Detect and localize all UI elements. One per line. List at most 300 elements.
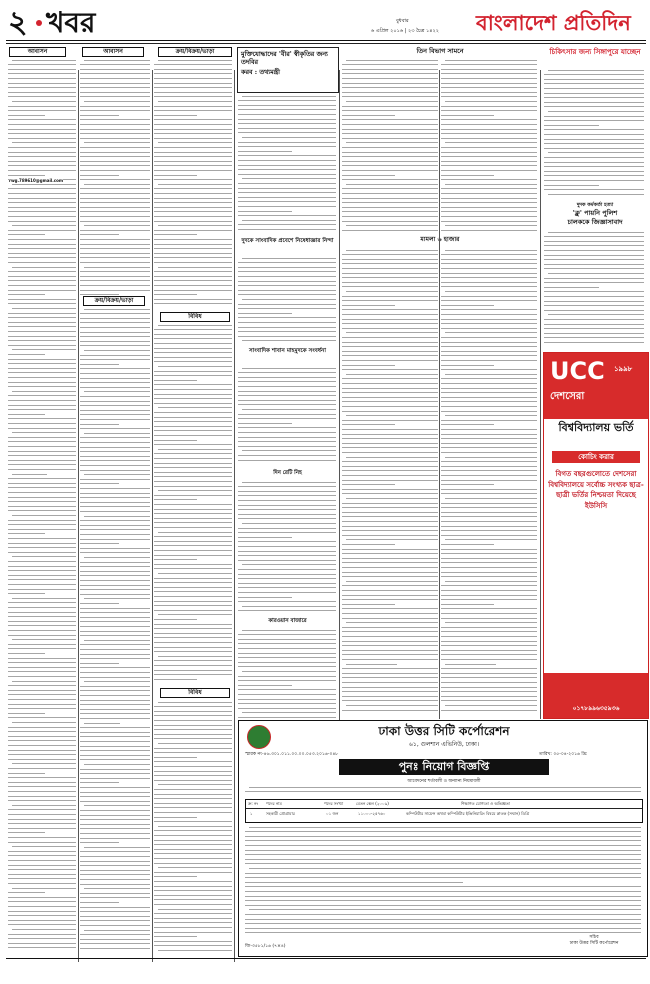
text-line: [441, 152, 537, 153]
text-line: [8, 717, 76, 718]
text-line: [80, 529, 150, 530]
text-line: [8, 754, 76, 755]
table-header-cell: শিক্ষাগত যোগ্যতা ও অভিজ্ঞতা: [461, 801, 510, 806]
text-line: [445, 250, 537, 251]
text-line: [342, 83, 438, 84]
text-line: [8, 69, 76, 70]
text-line: [346, 374, 438, 375]
text-line: [154, 389, 232, 390]
text-line: [342, 165, 438, 166]
text-line: [80, 870, 150, 871]
text-line: [80, 621, 150, 622]
text-line: [544, 157, 644, 158]
text-line: [8, 842, 76, 843]
text-line: [154, 564, 232, 565]
text-line: [238, 639, 336, 640]
text-line: [238, 271, 336, 272]
text-line: [8, 487, 76, 488]
text-line: [80, 257, 150, 258]
header-rule: [6, 40, 646, 41]
text-line: [8, 865, 76, 866]
classified-col1-header: আবাসন: [9, 47, 66, 57]
text-line: [441, 530, 537, 531]
text-line: [8, 372, 76, 373]
text-line: [80, 378, 150, 379]
text-line: [8, 216, 76, 217]
text-line: [544, 296, 644, 297]
text-line: [84, 101, 150, 102]
text-line: [342, 401, 438, 402]
text-line: [80, 202, 150, 203]
text-line: [342, 447, 438, 448]
text-line: [441, 682, 537, 683]
text-line: [12, 846, 76, 847]
text-line: [80, 589, 150, 590]
text-line: [441, 296, 537, 297]
text-line: [342, 360, 438, 361]
text-line: [242, 523, 336, 524]
text-line: [544, 88, 644, 89]
text-line: [441, 618, 537, 619]
text-line: [8, 855, 76, 856]
text-line: [238, 509, 336, 510]
text-line: [154, 244, 232, 245]
text-line: [8, 869, 76, 870]
text-line: [245, 900, 641, 901]
text-line: [154, 945, 232, 946]
text-line: [80, 364, 119, 365]
text-line: [80, 129, 150, 130]
text-line: [8, 520, 76, 521]
contact-email: rwg.789610@gmail.com: [9, 178, 64, 183]
text-line: [544, 328, 644, 329]
text-line: [245, 831, 641, 832]
classified-col2b-header: ক্রয়/বিক্রয়/ভাড়া: [83, 296, 145, 306]
text-line: [8, 621, 76, 622]
text-line: [80, 902, 119, 903]
text-line: [154, 541, 232, 542]
text-line: [441, 475, 537, 476]
text-line: [245, 882, 463, 883]
text-line: [80, 773, 150, 774]
text-line: [8, 832, 45, 833]
text-line: [238, 211, 292, 212]
text-line: [154, 858, 232, 859]
story-2-body-right: [441, 58, 537, 233]
text-line: [80, 442, 150, 443]
text-line: [8, 543, 76, 544]
text-line: [80, 865, 150, 866]
text-line: [441, 342, 537, 343]
text-line: [12, 308, 76, 309]
text-line: [158, 826, 232, 827]
notice-subtitle: আবেদনের শর্তাবলী ও অন্যান্য নিয়মাবলী: [407, 779, 481, 784]
classified-col3b-header: বিবিধ: [160, 312, 230, 322]
text-line: [238, 372, 336, 373]
text-line: [242, 450, 336, 451]
text-line: [342, 475, 438, 476]
text-line: [441, 87, 537, 88]
text-line: [12, 225, 76, 226]
text-line: [342, 207, 438, 208]
text-line: [80, 511, 150, 512]
text-line: [154, 230, 232, 231]
text-line: [342, 263, 438, 264]
text-line: [342, 654, 438, 655]
text-line: [441, 305, 494, 306]
text-line: [238, 569, 336, 570]
text-line: [238, 676, 336, 677]
text-line: [8, 336, 76, 337]
text-line: [441, 207, 537, 208]
story-3-body-right: [441, 248, 537, 716]
text-line: [342, 319, 438, 320]
text-line: [80, 175, 119, 176]
story-4-body: [238, 256, 336, 346]
text-line: [8, 625, 76, 626]
text-line: [238, 281, 336, 282]
text-line: [154, 357, 232, 358]
story-11-title: চালককে জিজ্ঞাসাবাদ: [567, 218, 623, 226]
text-line: [154, 64, 232, 65]
text-line: [8, 538, 76, 539]
text-line: [441, 319, 537, 320]
text-line: [80, 207, 150, 208]
text-line: [245, 840, 641, 841]
classified-col2-header: আবাসন: [82, 47, 144, 57]
text-line: [8, 602, 76, 603]
text-line: [80, 548, 150, 549]
text-line: [342, 406, 438, 407]
text-line: [80, 110, 150, 111]
text-line: [342, 461, 438, 462]
text-line: [80, 713, 150, 714]
text-line: [544, 342, 644, 343]
text-line: [8, 533, 45, 534]
table-cell: ১: [250, 811, 253, 816]
text-line: [80, 801, 150, 802]
text-line: [8, 713, 45, 714]
text-line: [8, 704, 76, 705]
text-line: [80, 543, 119, 544]
text-line: [342, 420, 438, 421]
text-line: [342, 314, 438, 315]
text-line: [544, 324, 644, 325]
text-line: [544, 180, 644, 181]
text-line: [80, 345, 150, 346]
text-line: [154, 476, 232, 477]
text-line: [8, 947, 76, 948]
text-line: [80, 750, 150, 751]
text-line: [8, 253, 76, 254]
text-line: [441, 397, 537, 398]
text-line: [544, 148, 644, 149]
text-line: [238, 400, 336, 401]
text-line: [154, 555, 232, 556]
text-line: [154, 262, 232, 263]
text-line: [242, 178, 336, 179]
text-line: [80, 234, 119, 235]
text-line: [154, 761, 232, 762]
text-line: [12, 681, 76, 682]
text-line: [238, 304, 336, 305]
text-line: [8, 897, 76, 898]
text-line: [342, 608, 438, 609]
text-line: [342, 493, 438, 494]
text-line: [154, 161, 232, 162]
text-line: [245, 905, 641, 906]
text-line: [242, 606, 336, 607]
text-line: [80, 156, 150, 157]
text-line: [544, 171, 644, 172]
text-line: [544, 310, 644, 311]
text-line: [158, 490, 232, 491]
text-line: [154, 876, 197, 877]
text-line: [154, 495, 232, 496]
text-line: [238, 285, 336, 286]
text-line: [238, 322, 336, 323]
story-8-title: দুদক কর্মকর্তা হত্যা: [576, 202, 614, 208]
text-line: [441, 129, 537, 130]
text-line: [154, 610, 232, 611]
text-line: [80, 119, 150, 120]
text-line: [84, 516, 150, 517]
text-line: [441, 165, 537, 166]
text-line: [80, 718, 150, 719]
text-line: [441, 668, 537, 669]
text-line: [8, 570, 76, 571]
text-line: [238, 119, 336, 120]
text-line: [441, 328, 537, 329]
text-line: [8, 915, 76, 916]
text-line: [80, 700, 150, 701]
text-line: [154, 633, 232, 634]
text-line: [80, 520, 150, 521]
text-line: [238, 518, 336, 519]
masthead-logo: বাংলাদেশ প্রতিদিন: [476, 10, 631, 35]
text-line: [84, 640, 150, 641]
text-line: [154, 738, 232, 739]
text-line: [342, 434, 438, 435]
text-line: [80, 603, 119, 604]
text-line: [342, 480, 438, 481]
text-line: [154, 481, 232, 482]
text-line: [441, 650, 537, 651]
text-line: [441, 69, 537, 70]
text-line: [8, 234, 45, 235]
text-line: [445, 184, 537, 185]
text-line: [342, 489, 438, 490]
text-line: [238, 601, 336, 602]
text-line: [80, 934, 150, 935]
page-number: ২: [8, 5, 28, 40]
text-line: [80, 165, 150, 166]
text-line: [544, 301, 644, 302]
text-line: [80, 525, 150, 526]
text-line: [441, 388, 537, 389]
text-line: [445, 539, 537, 540]
text-line: [342, 378, 438, 379]
text-line: [441, 156, 537, 157]
text-line: [84, 267, 150, 268]
text-line: [80, 368, 150, 369]
text-line: [154, 394, 232, 395]
text-line: [80, 925, 150, 926]
text-line: [242, 96, 336, 97]
text-line: [154, 276, 232, 277]
text-line: [249, 827, 641, 828]
text-line: [544, 106, 644, 107]
text-line: [441, 585, 537, 586]
text-line: [8, 685, 76, 686]
text-line: [441, 484, 494, 485]
text-line: [342, 618, 438, 619]
text-line: [154, 840, 232, 841]
text-line: [346, 60, 438, 61]
text-line: [441, 641, 537, 642]
text-line: [441, 351, 537, 352]
text-line: [80, 695, 150, 696]
text-line: [80, 152, 150, 153]
text-line: [342, 700, 438, 701]
text-line: [84, 598, 150, 599]
text-line: [8, 828, 76, 829]
text-line: [238, 109, 336, 110]
text-line: [8, 529, 76, 530]
text-line: [342, 337, 438, 338]
text-line: [80, 654, 150, 655]
text-line: [245, 919, 641, 920]
text-line: [445, 225, 537, 226]
text-line: [154, 706, 232, 707]
text-line: [238, 455, 336, 456]
text-line: [238, 643, 336, 644]
text-line: [154, 303, 232, 304]
text-line: [441, 392, 537, 393]
text-line: [441, 452, 537, 453]
text-line: [8, 207, 76, 208]
text-line: [441, 673, 537, 674]
text-line: [80, 939, 150, 940]
text-line: [544, 241, 644, 242]
text-line: [441, 512, 537, 513]
story-6-title: দিন রেটি নিহ: [273, 470, 302, 476]
text-line: [342, 369, 438, 370]
text-line: [238, 404, 336, 405]
text-line: [441, 489, 537, 490]
text-line: [342, 535, 438, 536]
text-line: [12, 267, 76, 268]
text-line: [8, 110, 76, 111]
text-line: [441, 161, 537, 162]
text-line: [154, 522, 232, 523]
text-line: [544, 143, 644, 144]
text-line: [441, 553, 537, 554]
table-header-cell: পদের সংখ্যা: [324, 801, 344, 806]
text-line: [8, 920, 76, 921]
text-line: [154, 904, 232, 905]
text-line: [154, 458, 232, 459]
text-line: [441, 466, 537, 467]
text-line: [441, 188, 537, 189]
text-line: [84, 805, 150, 806]
text-line: [342, 567, 438, 568]
text-line: [445, 142, 537, 143]
text-line: [8, 878, 76, 879]
text-line: [154, 518, 232, 519]
text-line: [238, 336, 336, 337]
text-line: [8, 133, 76, 134]
text-line: [548, 232, 644, 233]
text-line: [342, 507, 438, 508]
text-line: [154, 398, 232, 399]
text-line: [158, 573, 232, 574]
text-line: [342, 503, 438, 504]
text-line: [80, 755, 150, 756]
text-line: [8, 202, 76, 203]
text-line: [245, 891, 641, 892]
story-9-title: 'ক্লু' পায়নি পুলিশ: [572, 209, 618, 217]
text-line: [154, 936, 197, 937]
text-line: [80, 262, 150, 263]
text-line: [342, 202, 438, 203]
text-line: [441, 406, 537, 407]
text-line: [238, 386, 336, 387]
text-line: [342, 585, 438, 586]
text-line: [342, 438, 438, 439]
classified-col2-text-bottom: [80, 307, 150, 952]
text-line: [154, 329, 232, 330]
text-line: [80, 401, 150, 402]
text-line: [441, 355, 537, 356]
text-line: [154, 193, 232, 194]
text-line: [154, 715, 232, 716]
text-line: [8, 221, 76, 222]
text-line: [80, 271, 150, 272]
text-line: [342, 388, 438, 389]
section-title: খবর: [46, 6, 96, 39]
text-line: [8, 924, 76, 925]
text-line: [12, 142, 76, 143]
text-line: [80, 566, 150, 567]
text-line: [154, 927, 232, 928]
text-line: [441, 411, 537, 412]
text-line: [238, 414, 336, 415]
text-line: [80, 644, 150, 645]
text-line: [441, 687, 537, 688]
text-line: [8, 428, 76, 429]
text-line: [8, 382, 76, 383]
text-line: [342, 452, 438, 453]
classified-col2-text-top: [80, 58, 150, 298]
text-line: [548, 111, 644, 112]
text-line: [154, 119, 232, 120]
text-line: [342, 696, 438, 697]
text-line: [154, 807, 232, 808]
text-line: [158, 950, 232, 951]
text-line: [342, 641, 438, 642]
text-line: [154, 674, 232, 675]
text-line: [154, 239, 232, 240]
text-line: [154, 96, 232, 97]
text-line: [8, 451, 76, 452]
text-line: [544, 134, 644, 135]
text-line: [154, 734, 232, 735]
text-line: [8, 510, 76, 511]
text-line: [445, 415, 537, 416]
text-line: [8, 119, 76, 120]
text-line: [154, 221, 232, 222]
